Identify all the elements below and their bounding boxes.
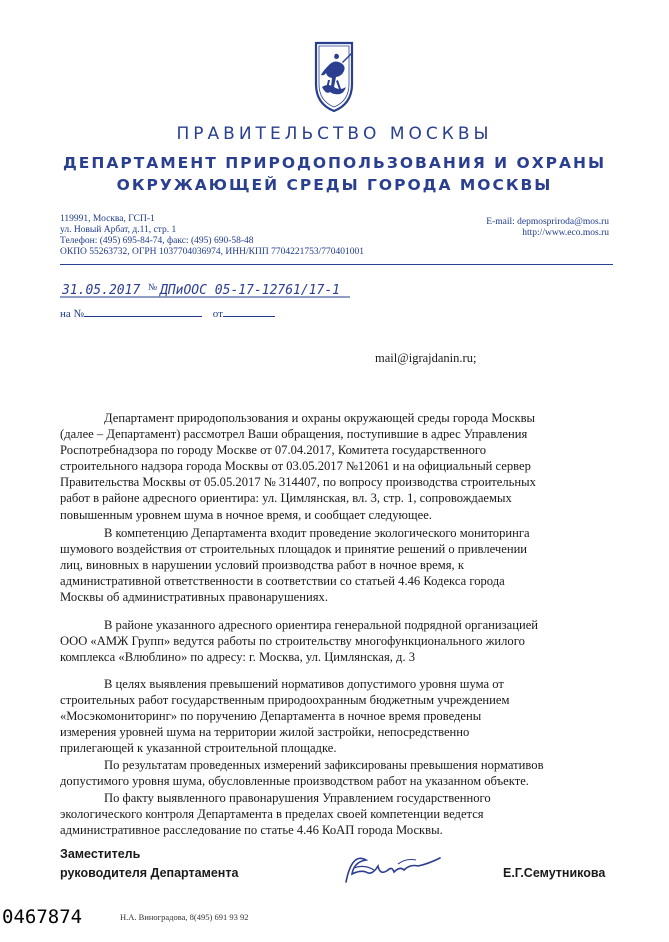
paragraph-5: [60, 757, 626, 789]
phone-line: Телефон: (495) 695-84-74, факс: (495) 690-58-48: [60, 236, 254, 246]
requisites-right: [486, 217, 609, 239]
address-line1: 119991, Москва, ГСП-1: [60, 214, 155, 224]
website-line: http://www.eco.mos.ru: [522, 228, 609, 238]
paragraph-line: «Мосэкомониторинг» по поручению Департамента в ночное время проведены: [60, 709, 482, 724]
paragraph-line: лиц, виновных в нарушении условий производства работ в ночное время, к: [60, 558, 464, 573]
paragraph-line: шумового воздействия от строительных площадок и принятие решений о привлечении: [60, 542, 528, 557]
recipient-address: mail@igrajdanin.ru;: [375, 351, 477, 365]
paragraph-line: прилегающей к указанной строительной площадке.: [60, 741, 337, 756]
paragraph-1: [60, 410, 626, 523]
paragraph-line: комплекса «Влюблино» по адресу: г. Москва, ул. Цимлянская, д. 3: [60, 650, 416, 665]
incoming-number-blank: [84, 305, 202, 317]
document-serial-number: 0467874: [2, 906, 83, 928]
incoming-reference: [60, 305, 275, 320]
paragraph-line: работ в районе адресного ориентира: ул. Цимлянская, вл. 3, стр. 1, сопровождаемых: [60, 491, 512, 506]
signatory-title-line2: руководителя Департамента: [60, 866, 239, 880]
paragraph-line: строительных работ государственным природоохранным бюджетным учреждением: [60, 693, 510, 708]
incoming-date-blank: [223, 305, 275, 317]
paragraph-line: экологического контроля Департамента в пределах своей компетенции ведется: [60, 807, 484, 822]
paragraph-line: В районе указанного адресного ориентира генеральной подрядной организацией: [104, 618, 539, 632]
paragraph-line: ООО «АМЖ Групп» ведутся работы по строительству многофункционального жилого: [60, 634, 525, 649]
incoming-number-label: на №: [60, 308, 85, 320]
paragraph-line: Москвы об административных правонарушениях.: [60, 590, 328, 605]
government-title: ПРАВИТЕЛЬСТВО МОСКВЫ: [176, 124, 493, 144]
department-name-line1: ДЕПАРТАМЕНТ ПРИРОДОПОЛЬЗОВАНИЯ И ОХРАНЫ: [62, 154, 607, 172]
paragraph-line: административное расследование по статье 4.46 КоАП города Москвы.: [60, 823, 443, 838]
paragraph-6: [60, 790, 626, 838]
codes-line: ОКПО 55263732, ОГРН 1037704036974, ИНН/КПП 7704221753/770401001: [60, 247, 364, 257]
paragraph-line: Правительства Москвы от 05.05.2017 № 314407, по вопросу производства строительных: [60, 475, 536, 490]
department-name-line2: ОКРУЖАЮЩЕЙ СРЕДЫ ГОРОДА МОСКВЫ: [116, 176, 553, 194]
incoming-from-label: от: [212, 308, 223, 320]
header-divider: [60, 264, 613, 265]
paragraph-line: В компетенцию Департамента входит проведение экологического мониторинга: [104, 526, 530, 540]
handwritten-signature: [340, 844, 450, 894]
paragraph-line: (далее – Департамент) рассмотрел Ваши обращения, поступившие в адрес Управления: [60, 427, 528, 442]
moscow-coat-of-arms-icon: [308, 40, 360, 114]
signatory-name: Е.Г.Семутникова: [503, 866, 606, 880]
paragraph-line: Роспотребнадзора по городу Москве от 07.04.2017, Комитета государственного: [60, 443, 487, 458]
paragraph-3: [60, 617, 626, 665]
paragraph-line: В целях выявления превышений нормативов допустимого уровня шума от: [104, 677, 504, 691]
paragraph-line: измерения уровней шума на территории жилой застройки, непосредственно: [60, 725, 470, 740]
signatory-title-line1: Заместитель: [60, 847, 141, 861]
paragraph-line: По факту выявленного правонарушения Управлением государственного: [104, 791, 491, 805]
paragraph-line: Департамент природопользования и охраны окружающей среды города Москвы: [104, 411, 536, 425]
paragraph-2: [60, 525, 626, 605]
paragraph-line: строительного надзора города Москвы от 03.05.2017 №12061 и на официальный сервер: [60, 459, 531, 474]
outgoing-date: 31.05.2017: [62, 283, 141, 298]
paragraph-line: допустимого уровня шума, обусловленные производством работ на указанном объекте.: [60, 774, 529, 789]
requisites-left: [60, 214, 364, 258]
paragraph-line: По результатам проведенных измерений зафиксированы превышения нормативов: [104, 758, 544, 772]
outgoing-number: ДПиООС 05-17-12761/17-1: [160, 283, 341, 298]
paragraph-line: административной ответственности в соответствии со статьей 4.46 Кодекса города: [60, 574, 505, 589]
address-line2: ул. Новый Арбат, д.11, стр. 1: [60, 225, 177, 235]
paragraph-4: [60, 676, 626, 756]
outgoing-underline: [60, 296, 350, 299]
outgoing-number-label: №: [148, 283, 158, 293]
executor-contact: Н.А. Виноградова, 8(495) 691 93 92: [120, 912, 249, 922]
email-line: E-mail: depmospriroda@mos.ru: [486, 217, 609, 227]
paragraph-line: повышенным уровнем шума в ночное время, и сообщает следующее.: [60, 507, 432, 522]
